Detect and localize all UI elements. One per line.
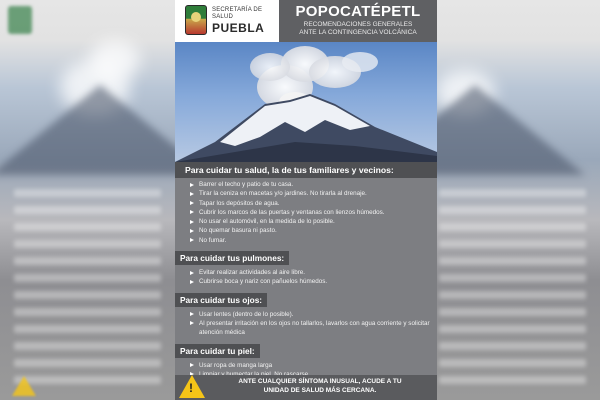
list-item: Al presentar irritación en los ojos no tallarlos, lavarlos con agua corriente y solicitar atención médica (190, 319, 437, 338)
list-item: No quemar basura ni pasto. (190, 226, 437, 235)
list-pulmones (175, 266, 437, 290)
list-item: Usar ropa de manga larga (190, 361, 437, 370)
recommendations-panel (175, 162, 437, 400)
list-item: Usar lentes (dentro de lo posible). (190, 310, 437, 319)
list-item: Tirar la ceniza en macetas y/o jardines. No tirarla al drenaje. (190, 189, 437, 198)
list-item: No fumar. (190, 236, 437, 245)
poster-title: POPOCATÉPETL (295, 3, 421, 20)
warning-banner (175, 375, 437, 400)
logo-line-2: SALUD (212, 14, 234, 20)
list-item: Cubrir los marcos de las puertas y ventanas con lienzos húmedos. (190, 208, 437, 217)
title-band (279, 0, 437, 42)
volcano-photo (175, 42, 437, 162)
blurred-mountain (425, 85, 585, 175)
list-ojos (175, 308, 437, 341)
blurred-background-left (0, 0, 175, 400)
list-salud (175, 178, 437, 248)
poster-header (175, 0, 437, 42)
list-item: Tapar los depósitos de agua. (190, 199, 437, 208)
blurred-text-bars (0, 180, 175, 393)
warning-line-1: ANTE CUALQUIER SÍNTOMA INUSUAL, ACUDE A TU (238, 378, 402, 385)
subtitle-line-1: RECOMENDACIONES GENERALES (303, 21, 413, 28)
logo-subtitle (212, 7, 262, 21)
poster (175, 0, 437, 400)
section-heading-salud: Para cuidar tu salud, la de tus familiares y vecinos: (175, 162, 437, 178)
blurred-warning-icon (12, 376, 36, 396)
warning-text (209, 377, 431, 395)
state-seal-icon (185, 5, 207, 35)
exclamation-mark: ! (189, 381, 193, 395)
blurred-mountain (0, 85, 175, 175)
secretaria-salud-logo (179, 3, 279, 39)
blurred-logo (8, 6, 32, 34)
list-item: Barrer el techo y patio de tu casa. (190, 180, 437, 189)
subtitle-line-2: ANTE LA CONTINGENCIA VOLCÁNICA (299, 29, 417, 36)
logo-main-text: PUEBLA (212, 21, 265, 35)
section-heading-pulmones: Para cuidar tus pulmones: (175, 251, 289, 265)
warning-line-2: UNIDAD DE SALUD MÁS CERCANA. (263, 387, 377, 394)
list-item: Cubrirse boca y nariz con pañuelos húmedos. (190, 277, 437, 286)
list-item: No usar el automóvil, en la medida de lo posible. (190, 217, 437, 226)
logo-line-1: SECRETARÍA DE (212, 7, 263, 13)
blurred-background-right (425, 0, 600, 400)
poster-subtitle (279, 21, 437, 37)
blurred-cloud (90, 40, 140, 80)
volcano-illustration (175, 42, 437, 162)
blurred-text-bars (425, 180, 600, 393)
section-heading-piel: Para cuidar tu piel: (175, 344, 260, 358)
list-item: Evitar realizar actividades al aire libre. (190, 268, 437, 277)
section-heading-ojos: Para cuidar tus ojos: (175, 293, 267, 307)
